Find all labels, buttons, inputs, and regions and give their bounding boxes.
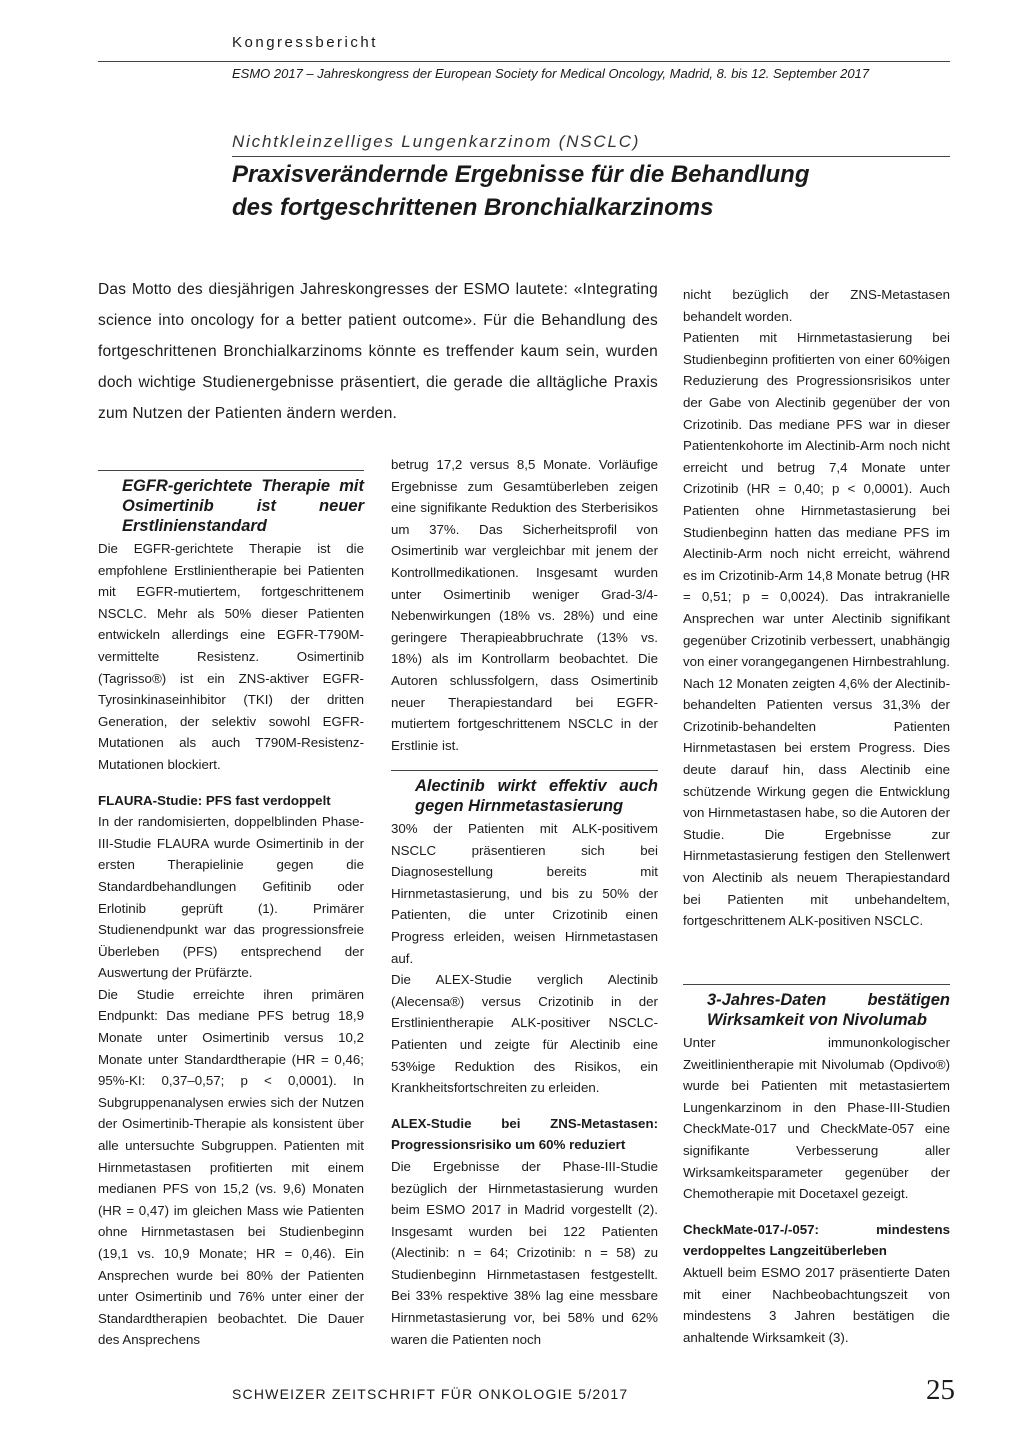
paragraph: 30% der Patienten mit ALK-positivem NSCLC präsentieren sich bei Diagnosestellung bereits mit Hirnmetastasierung, und bis zu 50% der Patienten, die unter Crizotinib einen Progress erleiden, weisen Hirnmetastasen auf.	[391, 821, 658, 966]
title-line-1: Praxisverändernde Ergebnisse für die Behandlung	[232, 161, 810, 188]
page-number: 25	[926, 1374, 955, 1406]
paragraph: betrug 17,2 versus 8,5 Monate. Vorläufige Ergebnisse zum Gesamtüberleben zeigen eine signifikante Reduktion des Sterberisikos um 37%. Das Sicherheitsprofil von Osimertinib war vergleichbar mit jenem der Kontrollmedikationen. Insgesamt wurden unter Osimertinib weniger Grad-3/4-Nebenwirkungen (18% vs. 28%) und eine geringere Therapieabbruchrate (13% vs. 18%) als im Kontrollarm beobachtet. Die Autoren schlussfolgern, dass Osimertinib neuer Therapiestandard bei EGFR-mutiertem fortgeschrittenem NSCLC in der Erstlinie ist.	[391, 457, 658, 753]
column-3	[683, 990, 950, 1348]
topic-rule	[232, 156, 950, 157]
paragraph: Die ALEX-Studie verglich Alectinib (Alecensa®) versus Crizotinib in der Erstlinientherapie ALK-positiver NSCLC-Patienten und zeigte für Alectinib eine 53%ige Reduktion des Risikos, ein Krankheitsfortschreiten zu erleiden.	[391, 972, 658, 1096]
article-topic: Nichtkleinzelliges Lungenkarzinom (NSCLC)	[232, 132, 641, 151]
paragraph: Die EGFR-gerichtete Therapie ist die empfohlene Erstlinientherapie bei Patienten mit EGFR-mutiertem, fortgeschrittenem NSCLC. Mehr als 50% dieser Patienten entwickeln allerdings eine EGFR-T790M-vermittelte Resistenz. Osimertinib (Tagrisso®) ist ein ZNS-aktiver EGFR-Tyrosinkinaseinhibitor (TKI) der dritten Generation, der selektiv sowohl EGFR-Mutationen als auch T790M-Resistenz-Mutationen blockiert.	[98, 541, 364, 772]
title-line-2: des fortgeschrittenen Bronchialkarzinoms	[232, 194, 714, 221]
col2-heading-rule	[391, 770, 658, 771]
paragraph: Die Ergebnisse der Phase-III-Studie bezüglich der Hirnmetastasierung wurden beim ESMO 2017 in Madrid vorgestellt (2). Insgesamt wurden bei 122 Patienten (Alectinib: n = 64; Crizotinib: n = 58) zu Studienbeginn Hirnmetastasen festgestellt. Bei 33% respektive 38% lag eine messbare Hirnmetastasierung vor, bei 58% und 62% waren die Patienten noch	[391, 1158, 658, 1347]
subheading-flaura: FLAURA-Studie: PFS fast verdoppelt	[98, 792, 331, 808]
column-2	[391, 776, 658, 1350]
col3-heading-rule	[683, 984, 950, 985]
congress-subtitle: ESMO 2017 – Jahreskongress der European Society for Medical Oncology, Madrid, 8. bis 12. September 2017	[232, 66, 870, 81]
journal-footer: SCHWEIZER ZEITSCHRIFT FÜR ONKOLOGIE 5/2017	[232, 1386, 629, 1402]
subheading-alex: ALEX-Studie bei ZNS-Metastasen: Progressionsrisiko um 60% reduziert	[391, 1115, 658, 1153]
paragraph: Die Studie erreichte ihren primären Endpunkt: Das mediane PFS betrug 18,9 Monate unter Osimertinib versus 10,2 Monate unter Standardtherapie (HR = 0,46; 95%-KI: 0,37–0,57; p < 0,0001). In Subgruppenanalysen erwies sich der Nutzen der Osimertinib-Therapie als konsistent über alle untersuchte Subgruppen. Patienten mit Hirnmetastasen profitierten mit einem medianen PFS von 15,2 (vs. 9,6) Monaten (HR = 0,47) im gleichen Mass wie Patienten ohne Hirnmetastasen bei Studienbeginn (19,1 vs. 10,9 Monate; HR = 0,46). Ein Ansprechen wurde bei 80% der Patienten unter Osimertinib und 76% unter einer der Standardtherapien beobachtet. Die Dauer des Ansprechens	[98, 986, 364, 1348]
paragraph: In der randomisierten, doppelblinden Phase-III-Studie FLAURA wurde Osimertinib in der ersten Therapielinie gegen die Standardbehandlungen Gefitinib oder Erlotinib geprüft (1). Primärer Studienendpunkt war das progressionsfreie Überleben (PFS) entsprechend der Auswertung der Prüfärzte.	[98, 814, 364, 981]
section-category: Kongressbericht	[232, 34, 378, 51]
column-2-top	[391, 454, 658, 756]
subheading-checkmate: CheckMate-017-/-057: mindestens verdoppeltes Langzeitüberleben	[683, 1221, 950, 1259]
section-heading-osimertinib: EGFR-gerichtete Therapie mit Osimertinib ist neuer Erstlinienstandard	[122, 477, 364, 535]
paragraph: Aktuell beim ESMO 2017 präsentierte Daten mit einer Nachbeobachtungszeit von mindestens 3 Jahren bestätigen die anhaltende Wirksamkeit (3).	[683, 1264, 950, 1345]
col1-heading-rule	[98, 470, 364, 471]
paragraph: Patienten mit Hirnmetastasierung bei Studienbeginn profitierten von einer 60%igen Reduzierung des Progressionsrisikos unter der Gabe von Alectinib gegenüber der von Crizotinib. Das mediane PFS war in dieser Patientenkohorte im Alectinib-Arm noch nicht erreicht und betrug 7,4 Monate unter Crizotinib (HR = 0,40; p < 0,0001). Auch Patienten ohne Hirnmetastasierung bei Studienbeginn hatten das mediane PFS im Alectinib-Arm noch nicht erreicht, während es im Crizotinib-Arm 14,8 Monate betrug (HR = 0,51; p = 0,0024). Das intrakranielle Ansprechen war unter Alectinib signifikant gegenüber Crizotinib verbessert, unabhängig von einer vorangegangenen Hirnbestrahlung. Nach 12 Monaten zeigten 4,6% der Alectinib-behandelten Patienten versus 31,3% der Crizotinib-behandelten Patienten Hirnmetastasen bei erstem Progress. Dies deute darauf hin, dass Alectinib eine schützende Wirkung gegen die Entwicklung von Hirnmetastasen habe, so die Autoren der Studie. Die Ergebnisse zur Hirnmetastasierung festigen den Stellenwert von Alectinib als neuem Therapiestandard bei Patienten mit unbehandeltem, fortgeschrittenem ALK-positiven NSCLC.	[683, 330, 950, 929]
section-heading-nivolumab: 3-Jahres-Daten bestätigen Wirksamkeit von Nivolumab	[707, 991, 950, 1029]
header-rule	[98, 61, 950, 62]
section-heading-alectinib: Alectinib wirkt effektiv auch gegen Hirnmetastasierung	[415, 777, 658, 815]
article-intro: Das Motto des diesjährigen Jahreskongresses der ESMO lautete: «Integrating science into oncology for a better patient outcome». Für die Behandlung des fortgeschrittenen Bronchialkarzinoms könnte es treffender kaum sein, wurden doch wichtige Studienergebnisse präsentiert, die gerade die alltägliche Praxis zum Nutzen der Patienten ändern werden.	[98, 281, 658, 422]
paragraph: Unter immunonkologischer Zweitlinientherapie mit Nivolumab (Opdivo®) wurde bei Patienten mit metastasiertem Lungenkarzinom in den Phase-III-Studien CheckMate-017 und CheckMate-057 eine signifikante Verbesserung aller Wirksamkeitsparameter gegenüber der Chemotherapie mit Docetaxel gezeigt.	[683, 1035, 950, 1202]
paragraph: nicht bezüglich der ZNS-Metastasen behandelt worden.	[683, 287, 950, 324]
article-title	[232, 158, 952, 224]
column-1	[98, 476, 364, 1351]
column-3-top	[683, 284, 950, 932]
